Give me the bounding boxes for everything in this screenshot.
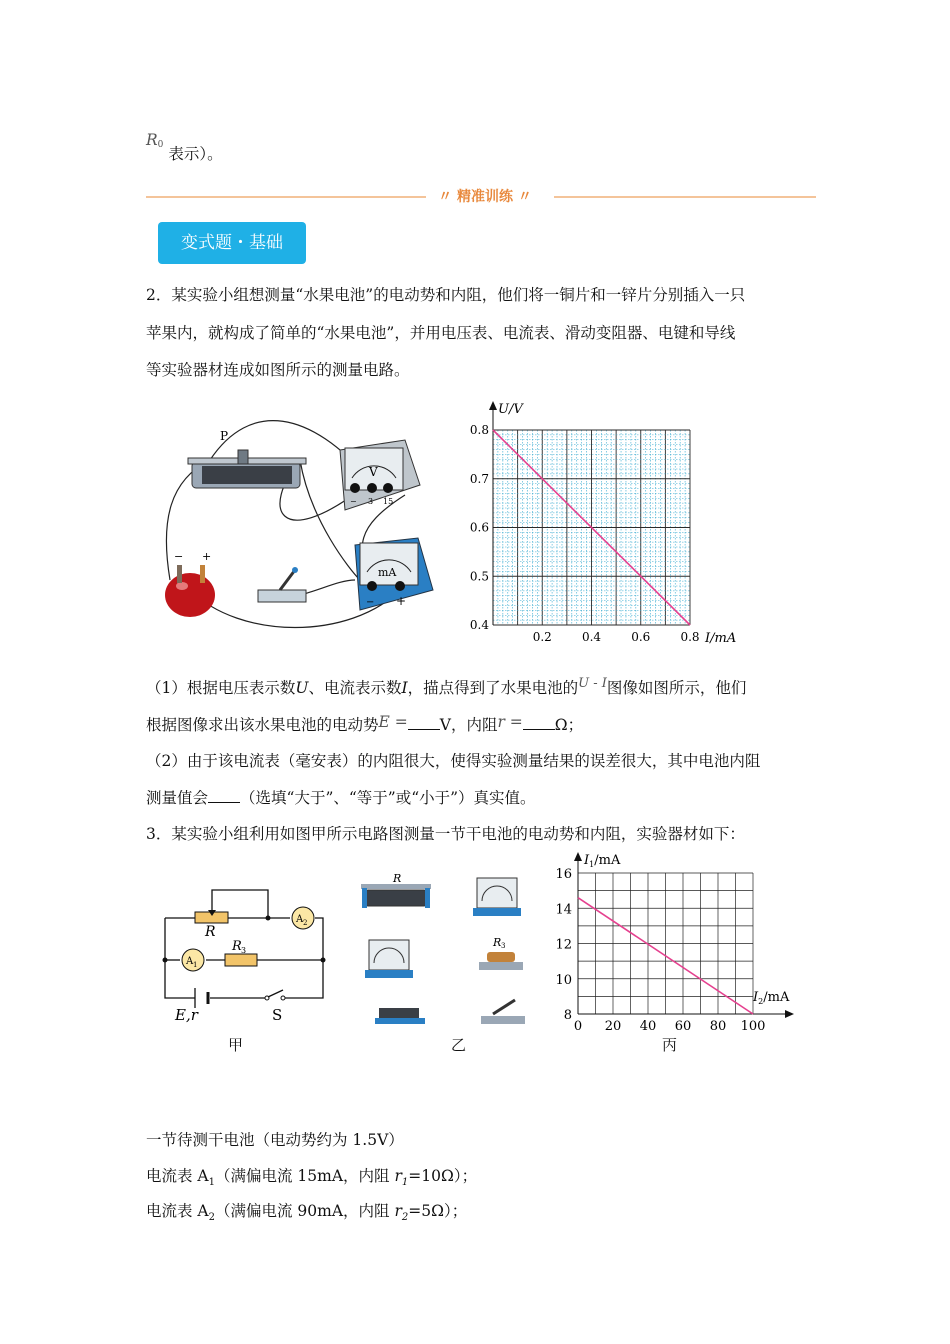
x-tick-label: 0.4 — [581, 630, 602, 644]
q2-sub1-line2 — [146, 713, 583, 735]
fruit-battery-circuit — [150, 400, 450, 640]
r3-sub: 3 — [241, 946, 247, 955]
section-rule-left — [146, 196, 426, 198]
x-tick-label: 80 — [709, 1019, 727, 1034]
item-text: 电流表 A — [146, 1202, 209, 1220]
chart1-xlabel: I/mA — [705, 631, 737, 646]
chart2-xlabel-i: I — [753, 990, 759, 1005]
wire — [285, 918, 323, 998]
variant-tag: 变式题・基础 — [158, 222, 306, 264]
resistance-answer-blank[interactable] — [523, 715, 555, 730]
x-tick-label: 0.6 — [631, 630, 651, 644]
y-tick-label: 0.4 — [469, 618, 489, 632]
item-sub: 1 — [208, 1177, 215, 1189]
ammeter-photo-a1 — [365, 940, 413, 978]
section-title: 〃 精准训练 〃 — [438, 189, 532, 205]
apple-plus: + — [202, 550, 212, 563]
item-text: =5Ω）； — [408, 1202, 468, 1220]
milliammeter-minus: − — [366, 597, 375, 608]
r0-fragment — [146, 128, 223, 163]
apparatus-figure-b — [355, 868, 535, 1033]
section-rule-right — [554, 196, 816, 198]
u-i-chart — [460, 395, 750, 650]
chart2-ylabel-i: I — [584, 853, 590, 868]
voltmeter-label: V — [369, 465, 378, 479]
a1-sub: 1 — [193, 961, 198, 969]
wire — [300, 580, 355, 595]
q2-sub1-text: 、电流表示数 — [308, 679, 402, 697]
resistor-r3 — [225, 954, 257, 966]
item-battery: 一节待测干电池（电动势约为 1.5V） — [146, 1131, 404, 1149]
item-sub: 1 — [401, 1177, 409, 1189]
slider-label: P — [220, 429, 229, 443]
r3-label: R — [232, 939, 242, 954]
knife-switch — [258, 567, 306, 602]
circuit-diagram-a — [150, 870, 340, 1030]
voltmeter-15: 15 — [383, 497, 394, 506]
switch-blade — [268, 990, 283, 997]
y-tick-label: 0.8 — [469, 423, 489, 437]
emf-answer-blank[interactable] — [408, 715, 440, 730]
y-axis-arrow — [574, 852, 582, 861]
chart2-ylabel — [583, 853, 621, 869]
q2-sub1-text: ，描点得到了水果电池的 — [407, 679, 579, 697]
symbol-i: I — [401, 679, 408, 697]
x-tick-label: 40 — [639, 1019, 657, 1034]
fruit-battery-apple — [165, 550, 215, 617]
symbol-r: r — [394, 1167, 402, 1185]
i1-i2-chart — [548, 848, 808, 1043]
r0-tail: 表示）。 — [168, 145, 223, 163]
q2-sub2-text: （选填“大于”、“等于”或“小于”）真实值。 — [240, 789, 536, 807]
milliammeter — [355, 538, 433, 610]
q2-sub2-line2 — [146, 786, 536, 808]
rheostat — [188, 429, 306, 488]
battery-label: E,r — [175, 1006, 198, 1024]
r0-symbol: R — [146, 131, 158, 149]
item-text: （满偏电流 90mA，内阻 — [215, 1202, 395, 1220]
q2-line3: 等实验器材连成如图所示的测量电路。 — [146, 361, 410, 379]
x-tick-label: 20 — [604, 1019, 622, 1034]
x-tick-label: 100 — [740, 1019, 766, 1034]
apple-minus: − — [174, 550, 184, 563]
x-tick-label: 0.8 — [680, 630, 700, 644]
apparatus-r3-sub: 3 — [501, 942, 506, 950]
caption-b: 乙 — [451, 1036, 467, 1054]
a2-sub: 2 — [303, 919, 308, 927]
milliammeter-label: mA — [378, 566, 397, 579]
voltmeter — [340, 440, 420, 510]
chart2-ylabel-unit: /mA — [594, 853, 621, 868]
symbol-u-i: U - I — [578, 676, 607, 691]
x-tick-label: 60 — [674, 1019, 692, 1034]
caption-a: 甲 — [228, 1036, 244, 1054]
apparatus-r3-label: R — [493, 936, 502, 949]
y-tick-label: 8 — [563, 1008, 572, 1023]
chart1-ylabel: U/V — [498, 402, 523, 417]
q2-sub1-text: （1）根据电压表示数 — [146, 679, 296, 697]
q2-sub1-text: V，内阻 — [439, 716, 498, 734]
item-text: =10Ω）； — [408, 1167, 478, 1185]
item-ammeter-a2 — [146, 1199, 467, 1223]
voltmeter-3: 3 — [368, 497, 374, 506]
apparatus-r-label: R — [393, 872, 402, 885]
chart2-xlabel-sub: 2 — [758, 997, 764, 1006]
battery-photo — [375, 1008, 425, 1024]
q2-sub1-text: 图像如图所示，他们 — [606, 679, 747, 697]
x-axis-arrow — [785, 1010, 794, 1018]
a2-label: A — [296, 914, 304, 925]
rheostat-photo — [361, 872, 431, 908]
item-sub: 2 — [208, 1212, 215, 1224]
voltmeter-minus: − — [350, 497, 357, 506]
chart2-xlabel — [752, 990, 790, 1006]
symbol-u: U — [295, 679, 309, 697]
r0-subscript: 0 — [157, 140, 164, 150]
x-tick-label: 0.2 — [532, 630, 552, 644]
milliammeter-plus: + — [396, 594, 407, 608]
caption-c: 丙 — [662, 1036, 678, 1054]
y-axis-arrow — [489, 401, 497, 410]
q2-sub2-text: 测量值会 — [146, 789, 209, 807]
symbol-e: E = — [378, 713, 408, 731]
ammeter-photo-a2 — [473, 878, 521, 916]
y-tick-label: 10 — [555, 972, 572, 988]
y-tick-label: 12 — [555, 937, 572, 953]
y-tick-label: 16 — [555, 867, 572, 882]
switch-label: S — [272, 1006, 283, 1024]
item-ammeter-a1 — [146, 1164, 477, 1188]
q2-line2: 苹果内，就构成了简单的“水果电池”，并用电压表、电流表、滑动变阻器、电键和导线 — [146, 324, 736, 342]
item-sub: 2 — [401, 1212, 409, 1224]
q2-sub1-text: Ω； — [554, 716, 584, 734]
a1-label: A — [186, 956, 194, 967]
chart2-xlabel-unit: /mA — [763, 990, 790, 1005]
q3-line1: 3．某实验小组利用如图甲所示电路图测量一节干电池的电动势和内阻，实验器材如下： — [146, 825, 745, 843]
q2-line1: 2．某实验小组想测量“水果电池”的电动势和内阻，他们将一铜片和一锌片分别插入一只 — [146, 286, 746, 304]
y-tick-label: 0.7 — [469, 471, 489, 486]
label-r: R — [205, 924, 216, 940]
symbol-r: r — [394, 1202, 402, 1220]
item-text: （满偏电流 15mA，内阻 — [215, 1167, 395, 1185]
chart2-ylabel-sub: 1 — [589, 860, 595, 869]
comparison-answer-blank[interactable] — [208, 788, 240, 803]
item-text: 电流表 A — [146, 1167, 209, 1185]
symbol-r: r = — [497, 713, 523, 731]
resistor-photo — [479, 936, 523, 970]
q2-sub1-line1 — [146, 676, 746, 698]
x-tick-label: 0 — [573, 1019, 583, 1034]
y-tick-label: 0.5 — [469, 569, 489, 584]
switch-photo — [481, 1000, 525, 1024]
y-tick-label: 0.6 — [469, 520, 489, 535]
q2-sub1-text: 根据图像求出该水果电池的电动势 — [146, 716, 379, 734]
y-tick-label: 14 — [555, 902, 572, 918]
q2-sub2-line1: （2）由于该电流表（毫安表）的内阻很大，使得实验测量结果的误差很大，其中电池内阻 — [146, 752, 761, 770]
